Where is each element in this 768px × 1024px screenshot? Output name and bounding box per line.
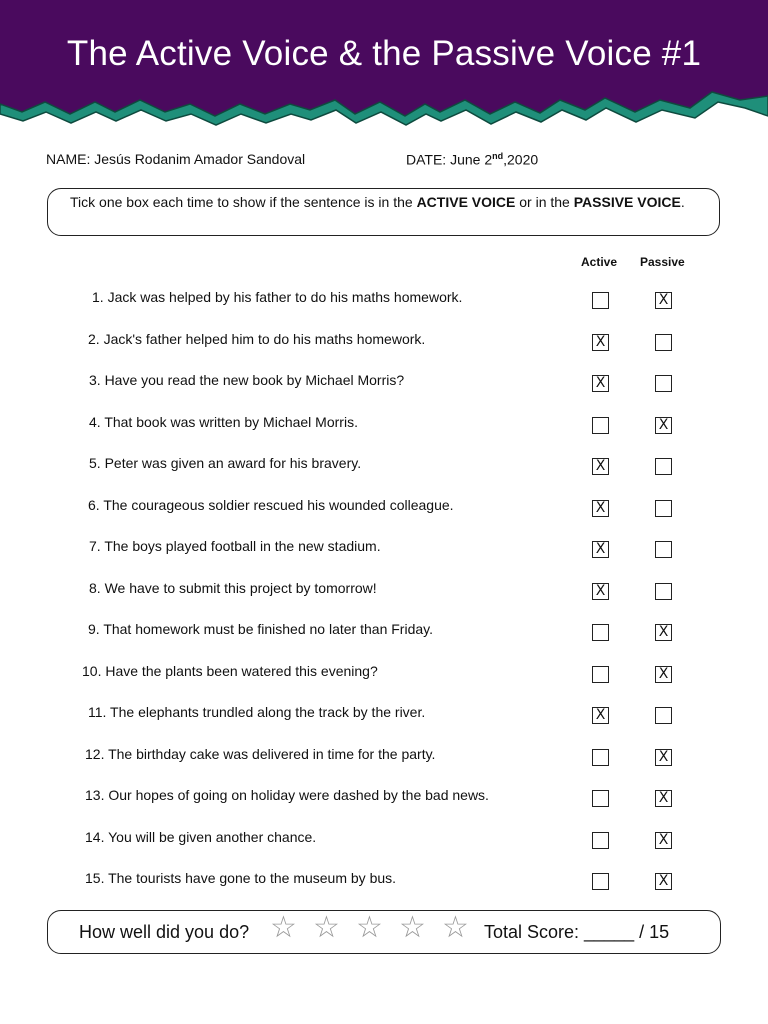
check-mark-icon: X — [595, 499, 606, 516]
passive-checkbox[interactable] — [655, 292, 672, 309]
instructions-active: ACTIVE VOICE — [416, 194, 516, 210]
instructions-passive: PASSIVE VOICE — [573, 194, 681, 210]
question-text: 14. You will be given another chance. — [85, 828, 317, 845]
question-row — [0, 746, 768, 776]
passive-checkbox[interactable] — [655, 832, 672, 849]
passive-checkbox[interactable] — [655, 873, 672, 890]
date-year: ,2020 — [503, 151, 539, 168]
column-header-passive: Passive — [640, 255, 685, 269]
question-text: 9. That homework must be finished no later than Friday. — [88, 621, 433, 637]
question-text: 15. The tourists have gone to the museum by bus. — [85, 870, 397, 886]
active-checkbox[interactable] — [592, 707, 609, 724]
active-checkbox[interactable] — [592, 583, 609, 600]
score-question: How well did you do? — [79, 922, 250, 942]
passive-checkbox[interactable] — [655, 417, 672, 434]
passive-checkbox[interactable] — [655, 583, 672, 600]
active-checkbox[interactable] — [592, 541, 609, 558]
instructions-text-middle: or in the — [515, 194, 574, 210]
passive-checkbox[interactable] — [655, 375, 672, 392]
active-checkbox[interactable] — [592, 873, 609, 890]
star-outline-icon[interactable]: ☆ — [356, 911, 383, 944]
check-mark-icon: X — [658, 624, 669, 640]
question-text: 4. That book was written by Michael Morris. — [89, 413, 358, 430]
worksheet-title: The Active Voice & the Passive Voice #1 — [66, 34, 702, 73]
check-mark-icon: X — [595, 582, 606, 599]
question-row — [0, 829, 768, 859]
check-mark-icon: X — [658, 416, 669, 433]
star-outline-icon[interactable]: ☆ — [270, 911, 297, 944]
passive-checkbox[interactable] — [655, 707, 672, 724]
check-mark-icon: X — [595, 375, 606, 391]
question-text: 2. Jack's father helped him to do his maths homework. — [88, 330, 426, 347]
question-text: 5. Peter was given an award for his bravery. — [89, 455, 362, 471]
question-row — [0, 497, 768, 527]
question-row — [0, 538, 768, 568]
question-text: 6. The courageous soldier rescued his wounded colleague. — [88, 496, 454, 513]
question-text: 10. Have the plants been watered this evening? — [82, 662, 378, 679]
question-row — [0, 372, 768, 402]
check-mark-icon: X — [595, 541, 606, 557]
check-mark-icon: X — [595, 707, 606, 723]
worksheet-date — [406, 151, 538, 168]
score-box — [47, 910, 721, 954]
star-outline-icon[interactable]: ☆ — [313, 911, 340, 944]
active-checkbox[interactable] — [592, 666, 609, 683]
date-suffix-sup: nd — [492, 151, 504, 161]
column-header-active: Active — [581, 255, 618, 269]
question-row — [0, 704, 768, 734]
check-mark-icon: X — [658, 831, 669, 848]
check-mark-icon: X — [658, 748, 669, 765]
passive-checkbox[interactable] — [655, 541, 672, 558]
question-row — [0, 621, 768, 651]
question-text: 12. The birthday cake was delivered in time for the party. — [85, 745, 436, 762]
instructions-text-end: . — [680, 194, 685, 210]
passive-checkbox[interactable] — [655, 334, 672, 351]
passive-checkbox[interactable] — [655, 749, 672, 766]
instructions-box — [47, 188, 720, 236]
question-text: 8. We have to submit this project by tomorrow! — [89, 579, 377, 596]
question-row — [0, 787, 768, 817]
question-row — [0, 331, 768, 361]
active-checkbox[interactable] — [592, 458, 609, 475]
active-checkbox[interactable] — [592, 375, 609, 392]
total-score: Total Score: _____ / 15 — [484, 922, 670, 942]
check-mark-icon: X — [595, 458, 606, 474]
active-checkbox[interactable] — [592, 334, 609, 351]
question-row — [0, 414, 768, 444]
active-checkbox[interactable] — [592, 832, 609, 849]
active-checkbox[interactable] — [592, 790, 609, 807]
question-row — [0, 289, 768, 319]
question-row — [0, 580, 768, 610]
student-name: NAME: Jesús Rodanim Amador Sandoval — [46, 151, 306, 167]
question-text: 1. Jack was helped by his father to do his maths homework. — [92, 289, 463, 305]
question-text: 11. The elephants trundled along the track by the river. — [88, 704, 426, 720]
question-row — [0, 870, 768, 900]
date-prefix: DATE: June 2 — [406, 151, 493, 168]
passive-checkbox[interactable] — [655, 458, 672, 475]
question-text: 3. Have you read the new book by Michael Morris? — [89, 372, 405, 388]
star-outline-icon[interactable]: ☆ — [399, 911, 426, 944]
check-mark-icon: X — [658, 665, 669, 682]
star-outline-icon[interactable]: ☆ — [442, 911, 469, 944]
question-row — [0, 455, 768, 485]
passive-checkbox[interactable] — [655, 790, 672, 807]
instructions-text: Tick one box each time to show if the sentence is in the — [70, 194, 417, 210]
question-text: 7. The boys played football in the new stadium. — [89, 538, 381, 554]
check-mark-icon: X — [658, 873, 669, 889]
active-checkbox[interactable] — [592, 500, 609, 517]
header-banner — [0, 0, 768, 140]
passive-checkbox[interactable] — [655, 500, 672, 517]
passive-checkbox[interactable] — [655, 624, 672, 641]
check-mark-icon: X — [658, 790, 669, 806]
check-mark-icon: X — [658, 292, 669, 308]
active-checkbox[interactable] — [592, 624, 609, 641]
active-checkbox[interactable] — [592, 417, 609, 434]
question-row — [0, 663, 768, 693]
question-text: 13. Our hopes of going on holiday were dashed by the bad news. — [85, 787, 489, 803]
active-checkbox[interactable] — [592, 292, 609, 309]
check-mark-icon: X — [595, 333, 606, 350]
active-checkbox[interactable] — [592, 749, 609, 766]
passive-checkbox[interactable] — [655, 666, 672, 683]
